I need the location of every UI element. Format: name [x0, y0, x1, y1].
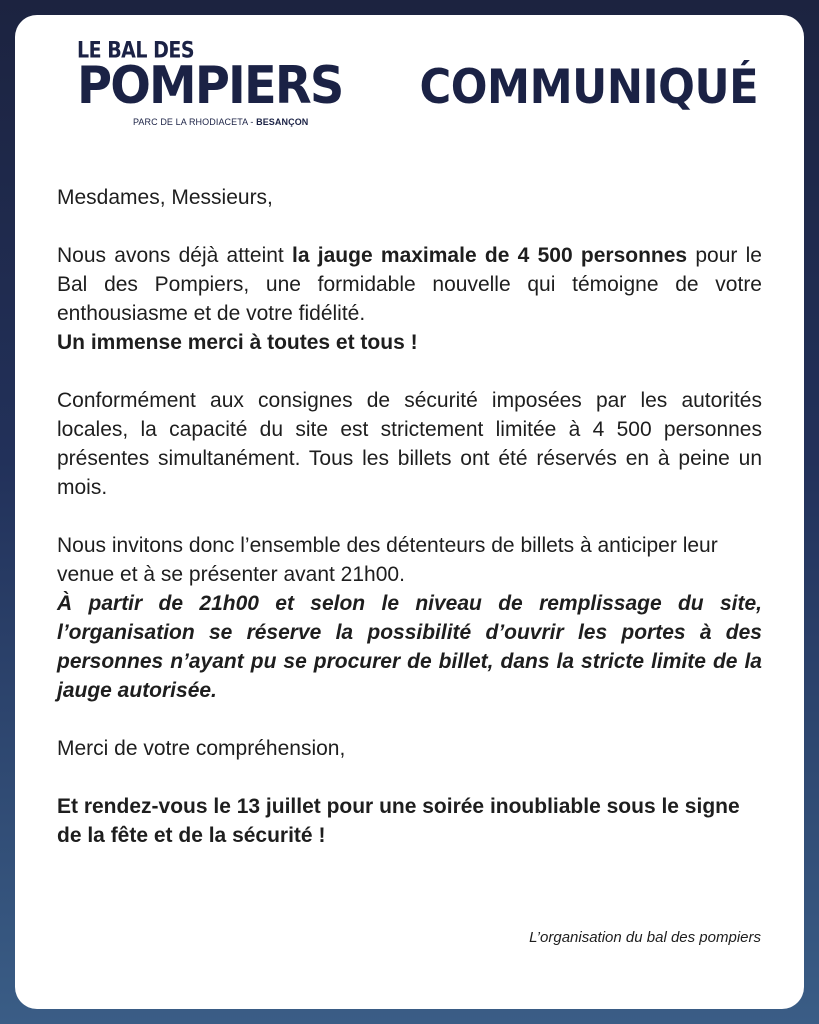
logo-location-city: BESANÇON — [256, 117, 309, 127]
signature: L’organisation du bal des pompiers — [529, 929, 761, 946]
thanks-line: Un immense merci à toutes et tous ! — [57, 331, 418, 354]
closing-line: Merci de votre compréhension, — [57, 737, 346, 760]
p1-rest: pour le Bal des Pompiers, une formidable nouvelle qui témoigne de votre enthousiasme et de votre fidélité. — [57, 244, 762, 325]
page-title: COMMUNIQUÉ — [419, 60, 758, 115]
logo-location-regular: PARC DE LA RHODIACETA - — [133, 117, 257, 127]
logo-line-2: POMPIERS — [77, 56, 343, 116]
paragraph-arrival: Nous invitons donc l’ensemble des détenteurs de billets à anticiper leur venue et à se présenter avant 21h00. — [57, 534, 718, 586]
p1-highlight: la jauge maximale de 4 500 personnes — [292, 244, 688, 267]
salutation: Mesdames, Messieurs, — [57, 186, 273, 209]
paragraph-doors-opening: À partir de 21h00 et selon le niveau de remplissage du site, l’organisation se réserve la possibilité d’ouvrir les portes à des personnes n’ayant pu se procurer de billet, dans la stricte limite de la jauge autorisée. — [57, 592, 762, 702]
logo-location — [77, 117, 347, 127]
letter-body — [57, 183, 762, 850]
paragraph-security: Conformément aux consignes de sécurité imposées par les autorités locales, la capacité du site est strictement limitée à 4 500 personnes présentes simultanément. Tous les billets ont été réservés en à peine un mois. — [57, 389, 762, 499]
logo-line-1: LE BAL DES — [77, 37, 195, 64]
communique-card — [15, 15, 804, 1009]
bal-des-pompiers-logo — [77, 39, 347, 127]
final-line: Et rendez-vous le 13 juillet pour une soirée inoubliable sous le signe de la fête et de la sécurité ! — [57, 795, 740, 847]
p1-intro: Nous avons déjà atteint — [57, 244, 293, 267]
paragraph-capacity-reached — [57, 241, 762, 328]
